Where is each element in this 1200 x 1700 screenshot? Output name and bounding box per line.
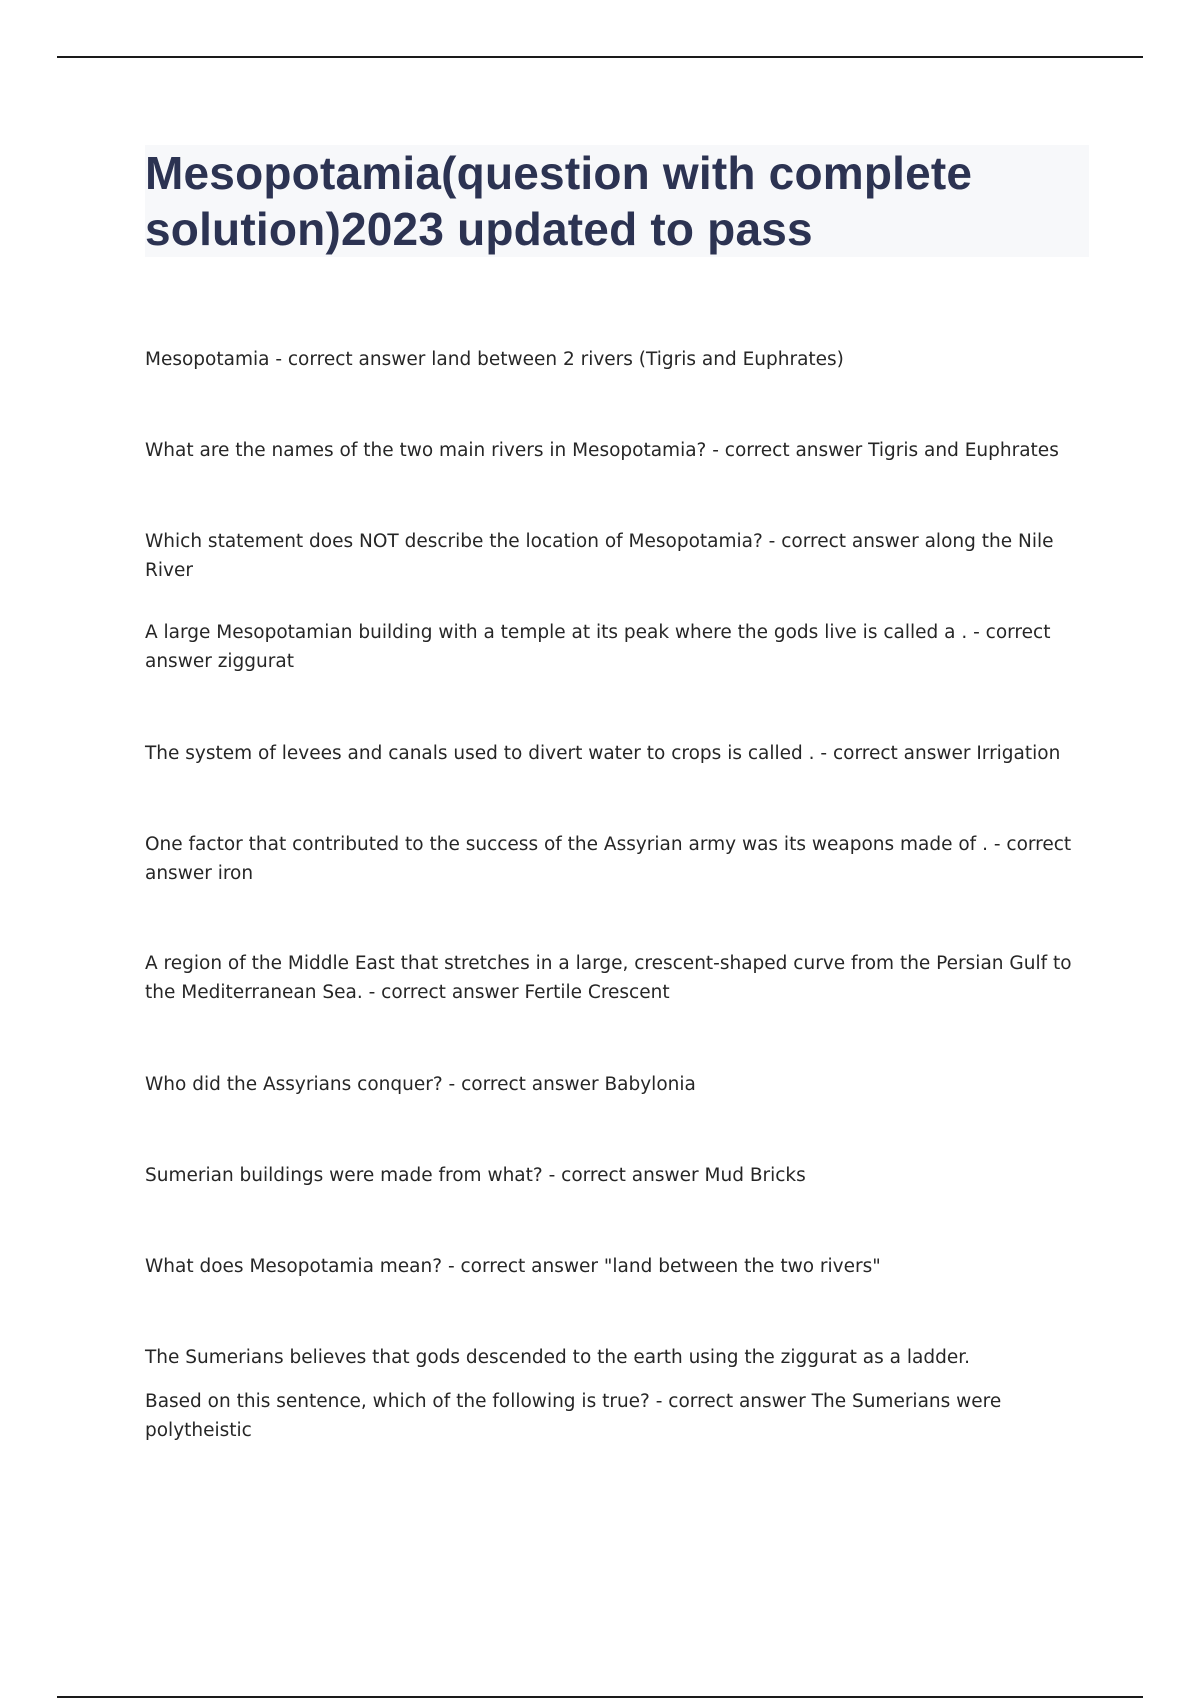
title-line-1: Mesopotamia(question with complete	[145, 147, 973, 199]
qa-text: The Sumerians believes that gods descended to the earth using the ziggurat as a ladder.	[145, 1347, 971, 1368]
qa-text: Who did the Assyrians conquer? - correct answer Babylonia	[145, 1074, 696, 1095]
qa-item	[145, 830, 1095, 888]
qa-text: What does Mesopotamia mean? - correct answer "land between the two rivers"	[145, 1256, 881, 1277]
qa-text: Sumerian buildings were made from what? - correct answer Mud Bricks	[145, 1165, 806, 1186]
qa-item	[145, 618, 1095, 676]
qa-item	[145, 436, 1095, 465]
qa-text: Mesopotamia - correct answer land between 2 rivers (Tigris and Euphrates)	[145, 349, 844, 370]
qa-item	[145, 739, 1095, 768]
qa-item	[145, 1161, 1095, 1190]
qa-item	[145, 1070, 1095, 1099]
qa-text: The system of levees and canals used to divert water to crops is called . - correct answer Irrigation	[145, 743, 1061, 764]
qa-item	[145, 949, 1095, 1007]
top-divider	[57, 56, 1143, 58]
title-block	[145, 145, 1089, 257]
qa-item	[145, 1343, 1095, 1445]
title-line-2: solution)2023 updated to pass	[145, 203, 813, 255]
document-title	[145, 145, 1089, 257]
qa-item	[145, 527, 1095, 585]
qa-item	[145, 345, 1095, 374]
qa-text: Which statement does NOT describe the location of Mesopotamia? - correct answer along the Nile River	[145, 531, 1054, 581]
bottom-divider	[57, 1696, 1143, 1698]
qa-item	[145, 1252, 1095, 1281]
qa-text: One factor that contributed to the success of the Assyrian army was its weapons made of . - correct answer iron	[145, 834, 1072, 884]
qa-text: A large Mesopotamian building with a temple at its peak where the gods live is called a . - correct answer ziggurat	[145, 622, 1051, 672]
qa-text: What are the names of the two main rivers in Mesopotamia? - correct answer Tigris and Euphrates	[145, 440, 1059, 461]
qa-text: A region of the Middle East that stretches in a large, crescent-shaped curve from the Persian Gulf to the Mediterranean Sea. - correct answer Fertile Crescent	[145, 953, 1072, 1003]
qa-text-continued: Based on this sentence, which of the following is true? - correct answer The Sumerians were polytheistic	[145, 1391, 1002, 1441]
